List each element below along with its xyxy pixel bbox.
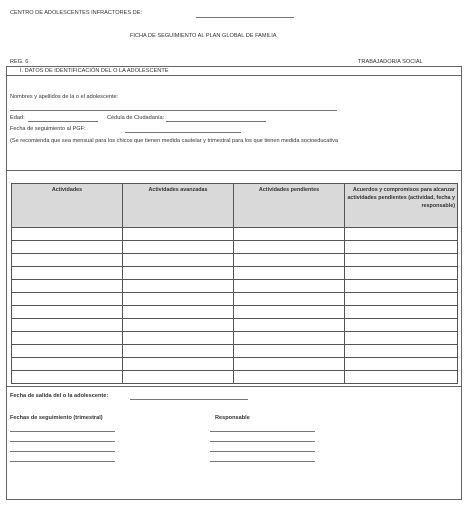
names-field[interactable] [10,110,337,111]
table-row [12,280,458,293]
followup-dates-label: Fechas de seguimiento (trimestral) [10,415,103,421]
col-advanced: Actividades avanzadas [123,184,234,228]
names-label: Nombres y apellidos de la o el adolescente: [10,94,119,100]
table-cell[interactable] [345,358,458,371]
center-label: CENTRO DE ADOLESCENTES INFRACTORES DE: [10,10,142,16]
followup-date-field-1[interactable] [10,431,115,432]
table-cell[interactable] [123,371,234,384]
exit-date-label: Fecha de salida del o la adolescente: [10,393,109,399]
table-row [12,371,458,384]
table-row [12,319,458,332]
responsible-field-1[interactable] [210,431,315,432]
table-row [12,293,458,306]
table-cell[interactable] [345,280,458,293]
center-name-line[interactable] [196,17,294,18]
table-cell[interactable] [345,332,458,345]
table-cell[interactable] [234,228,345,241]
table-cell[interactable] [12,319,123,332]
table-cell[interactable] [234,332,345,345]
responsible-label: Responsable [215,415,250,421]
table-row [12,358,458,371]
table-row [12,254,458,267]
followup-date-field-2[interactable] [10,441,115,442]
table-cell[interactable] [234,293,345,306]
table-header-row [12,184,458,228]
table-cell[interactable] [123,358,234,371]
table-cell[interactable] [123,332,234,345]
table-cell[interactable] [234,241,345,254]
activities-table [11,183,458,384]
table-cell[interactable] [234,254,345,267]
table-row [12,241,458,254]
table-row [12,332,458,345]
table-row [12,345,458,358]
table-cell[interactable] [123,345,234,358]
table-cell[interactable] [12,371,123,384]
responsible-field-4[interactable] [210,461,315,462]
pgf-date-label: Fecha de seguimiento al PGF: [10,126,86,132]
table-cell[interactable] [12,254,123,267]
table-cell[interactable] [12,345,123,358]
table-cell[interactable] [234,319,345,332]
table-cell[interactable] [123,306,234,319]
table-cell[interactable] [12,332,123,345]
responsible-field-2[interactable] [210,441,315,442]
table-cell[interactable] [12,228,123,241]
table-row [12,267,458,280]
followup-date-field-3[interactable] [10,451,115,452]
section-heading: I. DATOS DE IDENTIFICACIÓN DEL O LA ADOLESCENTE [20,67,169,74]
age-label: Edad: [10,115,25,121]
table-cell[interactable] [12,267,123,280]
table-cell[interactable] [234,345,345,358]
age-field[interactable] [28,121,98,122]
id-field[interactable] [166,121,266,122]
followup-date-field-4[interactable] [10,461,115,462]
table-cell[interactable] [123,254,234,267]
exit-date-field[interactable] [130,399,248,400]
form-title: FICHA DE SEGUIMIENTO AL PLAN GLOBAL DE FAMILIA [130,33,277,39]
table-cell[interactable] [345,345,458,358]
table-cell[interactable] [345,293,458,306]
table-cell[interactable] [345,306,458,319]
table-cell[interactable] [12,293,123,306]
table-cell[interactable] [345,254,458,267]
table-cell[interactable] [12,306,123,319]
id-label: Cédula de Ciudadanía: [107,115,165,121]
table-cell[interactable] [234,371,345,384]
table-cell[interactable] [123,280,234,293]
social-worker-label: TRABAJADOR/A SOCIAL [358,59,423,65]
table-cell[interactable] [345,228,458,241]
table-cell[interactable] [345,267,458,280]
table-cell[interactable] [234,306,345,319]
table-row [12,228,458,241]
table-separator [6,386,462,387]
table-cell[interactable] [12,241,123,254]
table-cell[interactable] [345,241,458,254]
table-cell[interactable] [123,293,234,306]
table-cell[interactable] [234,267,345,280]
reg-label: REG. 6 [10,59,29,65]
table-cell[interactable] [234,358,345,371]
table-row [12,306,458,319]
table-cell[interactable] [123,267,234,280]
table-cell[interactable] [12,280,123,293]
table-cell[interactable] [123,241,234,254]
frequency-note: (Se recomienda que sea mensual para los chicos que tienen medida cautelar y trimestral para los que tienen medida socioeducativa [10,138,339,144]
table-cell[interactable] [12,358,123,371]
table-cell[interactable] [345,319,458,332]
responsible-field-3[interactable] [210,451,315,452]
table-cell[interactable] [234,280,345,293]
col-pending: Actividades pendientes [234,184,345,228]
table-cell[interactable] [123,319,234,332]
table-cell[interactable] [123,228,234,241]
col-activities: Actividades [12,184,123,228]
section-separator [6,170,462,171]
table-cell[interactable] [345,371,458,384]
col-agreements: Acuerdos y compromisos para alcanzar actividades pendientes (actividad, fecha y responsable) [345,184,458,228]
pgf-date-field[interactable] [125,132,241,133]
